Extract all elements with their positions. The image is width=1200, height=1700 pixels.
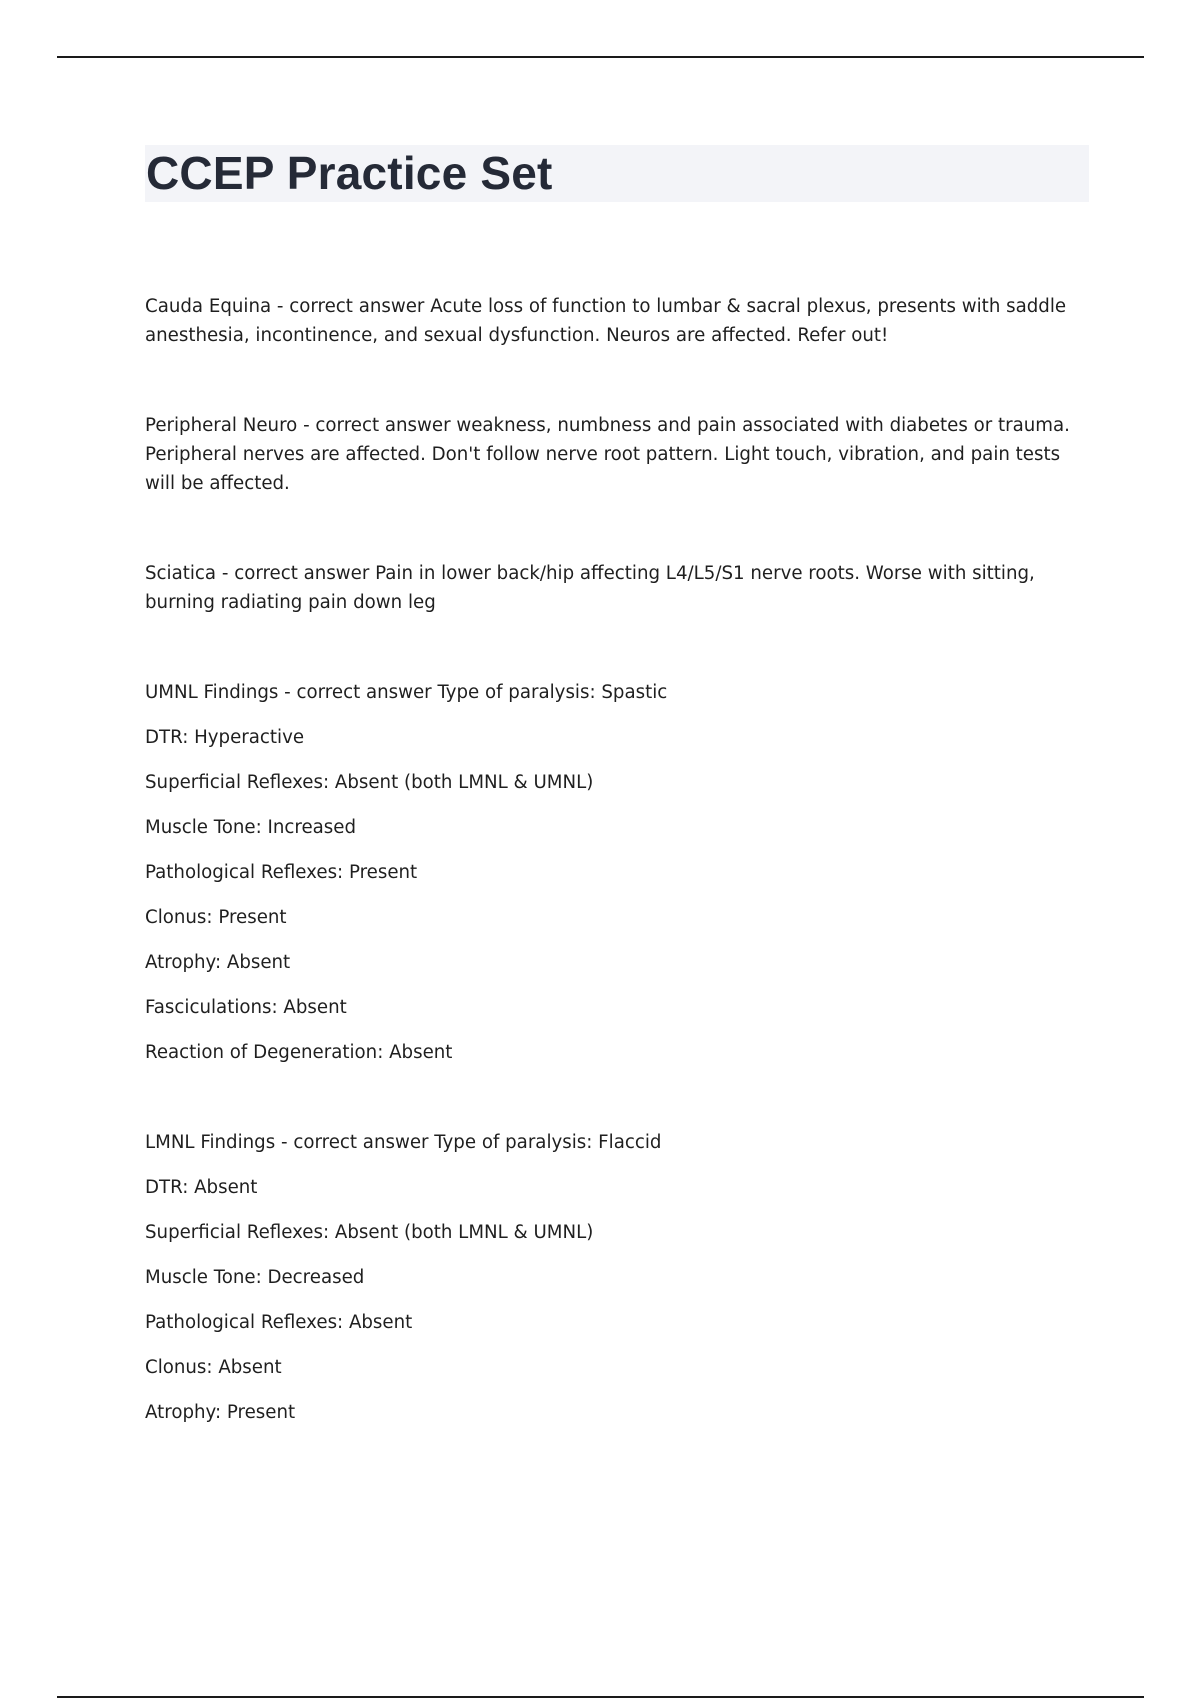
document-body (145, 292, 1095, 1488)
umnl-line: Clonus: Present (145, 907, 287, 928)
lmnl-line: Atrophy: Present (145, 1402, 296, 1423)
lmnl-line: Superficial Reflexes: Absent (both LMNL & UMNL) (145, 1222, 594, 1243)
flashcard-sciatica: Sciatica - correct answer Pain in lower back/hip affecting L4/L5/S1 nerve roots. Worse with sitting, burning radiating pain down leg (145, 563, 1035, 613)
umnl-line: UMNL Findings - correct answer Type of paralysis: Spastic (145, 682, 668, 703)
flashcard-umnl-findings (145, 678, 1095, 1067)
umnl-line: Superficial Reflexes: Absent (both LMNL & UMNL) (145, 772, 594, 793)
flashcard-lmnl-findings (145, 1128, 1095, 1427)
page-title: CCEP Practice Set (146, 147, 553, 199)
umnl-line: Atrophy: Absent (145, 952, 291, 973)
flashcard-peripheral-neuro: Peripheral Neuro - correct answer weakness, numbness and pain associated with diabetes or trauma. Peripheral nerves are affected. Don't follow nerve root pattern. Light touch, vibration, and pain tests will be affected. (145, 415, 1070, 494)
umnl-line: Pathological Reflexes: Present (145, 862, 418, 883)
footer-divider (57, 1696, 1144, 1698)
lmnl-line: Muscle Tone: Decreased (145, 1267, 365, 1288)
umnl-line: DTR: Hyperactive (145, 727, 305, 748)
umnl-line: Reaction of Degeneration: Absent (145, 1042, 453, 1063)
umnl-line: Muscle Tone: Increased (145, 817, 357, 838)
lmnl-line: Pathological Reflexes: Absent (145, 1312, 413, 1333)
umnl-line: Fasciculations: Absent (145, 997, 347, 1018)
flashcard-cauda-equina: Cauda Equina - correct answer Acute loss of function to lumbar & sacral plexus, presents with saddle anesthesia, incontinence, and sexual dysfunction. Neuros are affected. Refer out! (145, 296, 1067, 346)
lmnl-line: DTR: Absent (145, 1177, 258, 1198)
lmnl-line: Clonus: Absent (145, 1357, 282, 1378)
header-divider (57, 56, 1144, 58)
lmnl-line: LMNL Findings - correct answer Type of paralysis: Flaccid (145, 1132, 662, 1153)
